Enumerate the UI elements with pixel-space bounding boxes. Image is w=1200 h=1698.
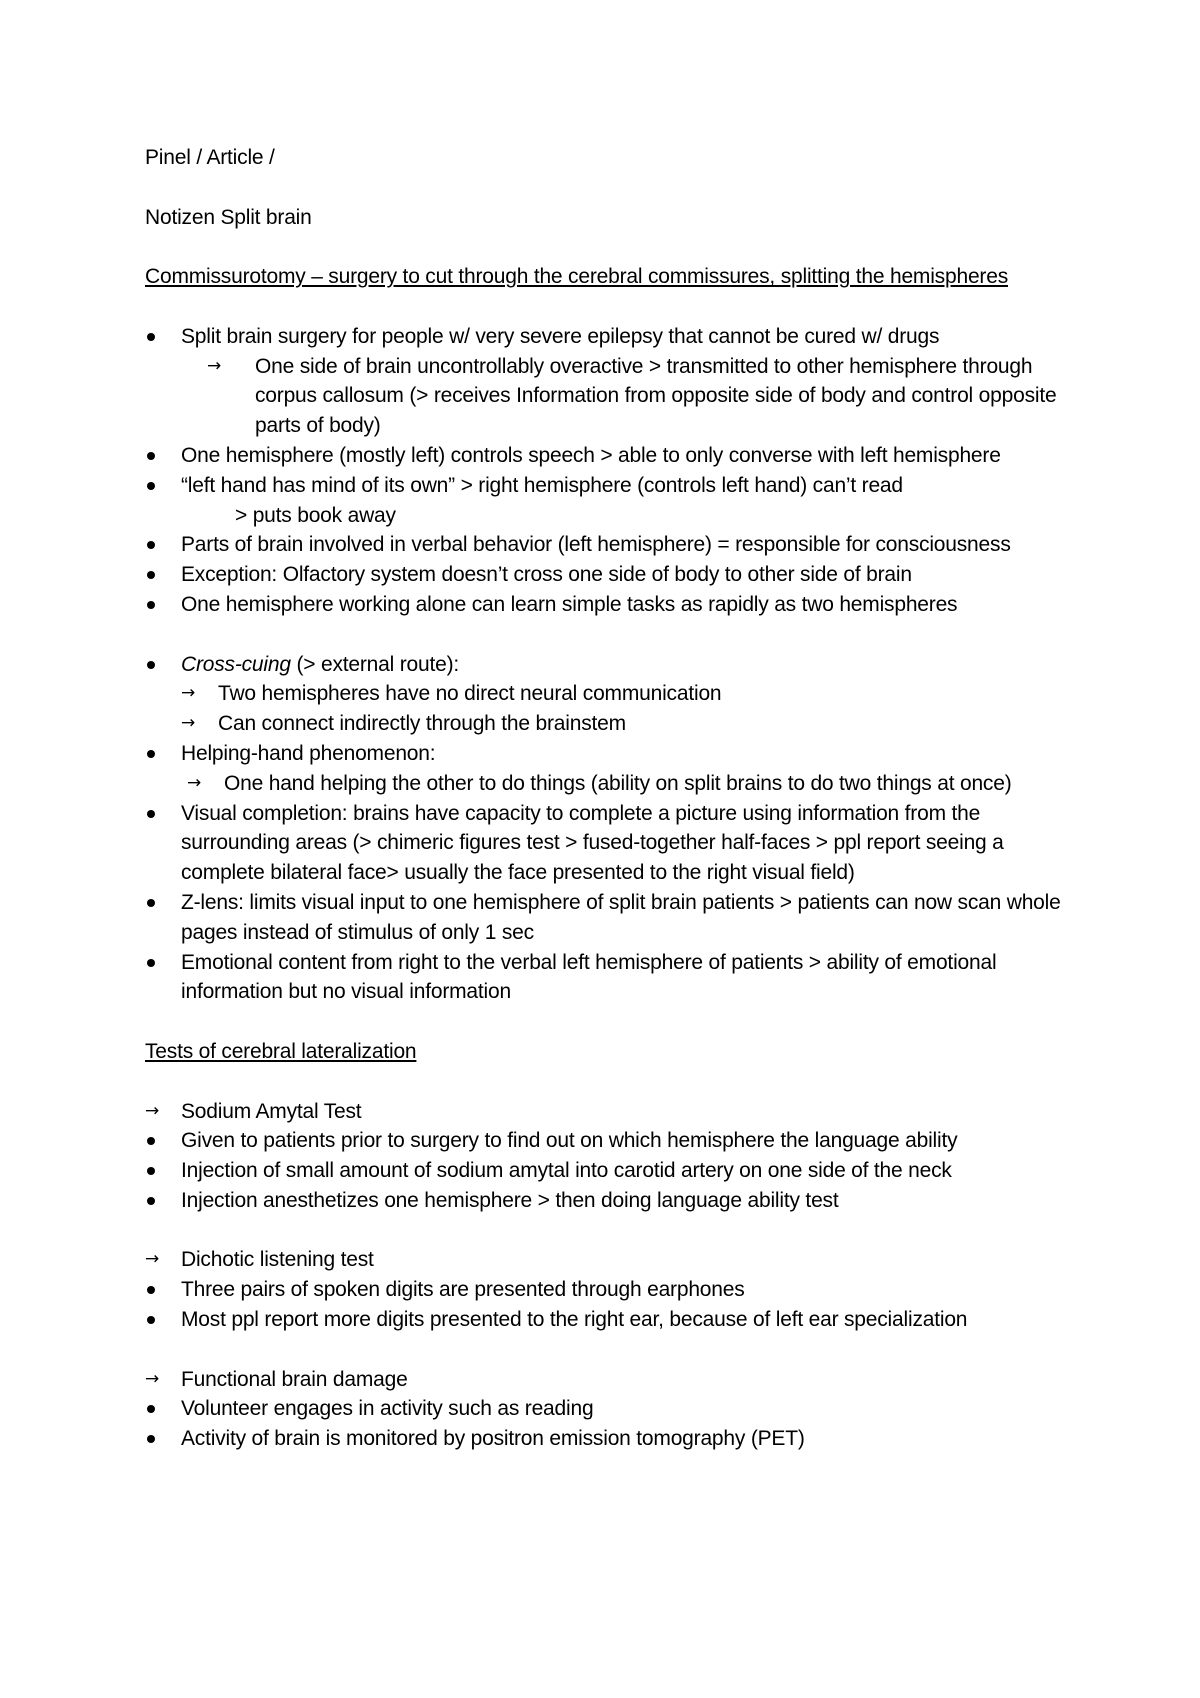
list-item: One hemisphere (mostly left) controls speech > able to only converse with left hemisphere — [181, 443, 1001, 467]
breadcrumb: Pinel / Article / — [145, 146, 275, 169]
test-name: → Functional brain damage — [145, 1365, 1075, 1395]
list-item: Exception: Olfactory system doesn’t cross one side of body to other side of brain — [181, 563, 912, 587]
test-name: → Sodium Amytal Test — [145, 1097, 1075, 1127]
list-item: Given to patients prior to surgery to find out on which hemisphere the language ability — [181, 1129, 958, 1153]
document-body — [145, 143, 1075, 1454]
arrow-icon: → — [181, 683, 196, 704]
list-item: Emotional content from right to the verbal left hemisphere of patients > ability of emotional information but no visual information — [181, 950, 997, 1004]
list-item: Injection anesthetizes one hemisphere > then doing language ability test — [181, 1188, 839, 1212]
arrow-icon: → — [181, 713, 196, 734]
arrow-icon: → — [145, 1368, 160, 1389]
list-item: Z-lens: limits visual input to one hemisphere of split brain patients > patients can now scan whole pages instead of stimulus of only 1 sec — [181, 890, 1061, 944]
page-title: Notizen Split brain — [145, 205, 312, 229]
list-item: Parts of brain involved in verbal behavior (left hemisphere) = responsible for consciousness — [181, 533, 1011, 557]
arrow-icon: → — [145, 1249, 160, 1270]
list-item: Three pairs of spoken digits are presented through earphones — [181, 1278, 745, 1302]
section-heading-commissurotomy: Commissurotomy – surgery to cut through the cerebral commissures, splitting the hemispheres — [145, 265, 1008, 289]
list-item: “left hand has mind of its own” > right hemisphere (controls left hand) can’t read — [181, 473, 903, 497]
list-item: Most ppl report more digits presented to the right ear, because of left ear specialization — [181, 1308, 968, 1332]
list-item: Activity of brain is monitored by positron emission tomography (PET) — [181, 1427, 805, 1451]
list-item-helping-hand: Helping-hand phenomenon: — [181, 741, 436, 765]
list-item-cross-cuing: Cross-cuing (> external route): — [181, 652, 460, 676]
sub-list-item: → One hand helping the other to do things (ability on split brains to do two things at once) — [145, 769, 1075, 799]
arrow-icon: → — [145, 1100, 160, 1121]
list-item: One hemisphere working alone can learn simple tasks as rapidly as two hemispheres — [181, 592, 958, 616]
list-item: Injection of small amount of sodium amytal into carotid artery on one side of the neck — [181, 1159, 952, 1183]
list-item: Split brain surgery for people w/ very severe epilepsy that cannot be cured w/ drugs — [181, 324, 940, 348]
list-item: Visual completion: brains have capacity to complete a picture using information from the surrounding areas (> chimeric figures test > fused-together half-faces > ppl report seeing a complete bilateral face> usually the face presented to the right visual field) — [181, 801, 1004, 885]
section-heading-lateralization: Tests of cerebral lateralization — [145, 1039, 417, 1063]
arrow-icon: → — [187, 772, 202, 793]
list-item: Volunteer engages in activity such as reading — [181, 1397, 594, 1421]
sub-list-item: → Two hemispheres have no direct neural communication — [145, 679, 1075, 709]
sub-list-item: → Can connect indirectly through the brainstem — [145, 709, 1075, 739]
sub-list-item: → One side of brain uncontrollably overactive > transmitted to other hemisphere through corpus callosum (> receives Information from opposite side of body and control opposite parts of body) — [145, 352, 1075, 441]
arrow-icon: → — [207, 355, 222, 376]
test-name: → Dichotic listening test — [145, 1245, 1075, 1275]
list-item-continuation: > puts book away — [235, 503, 396, 527]
